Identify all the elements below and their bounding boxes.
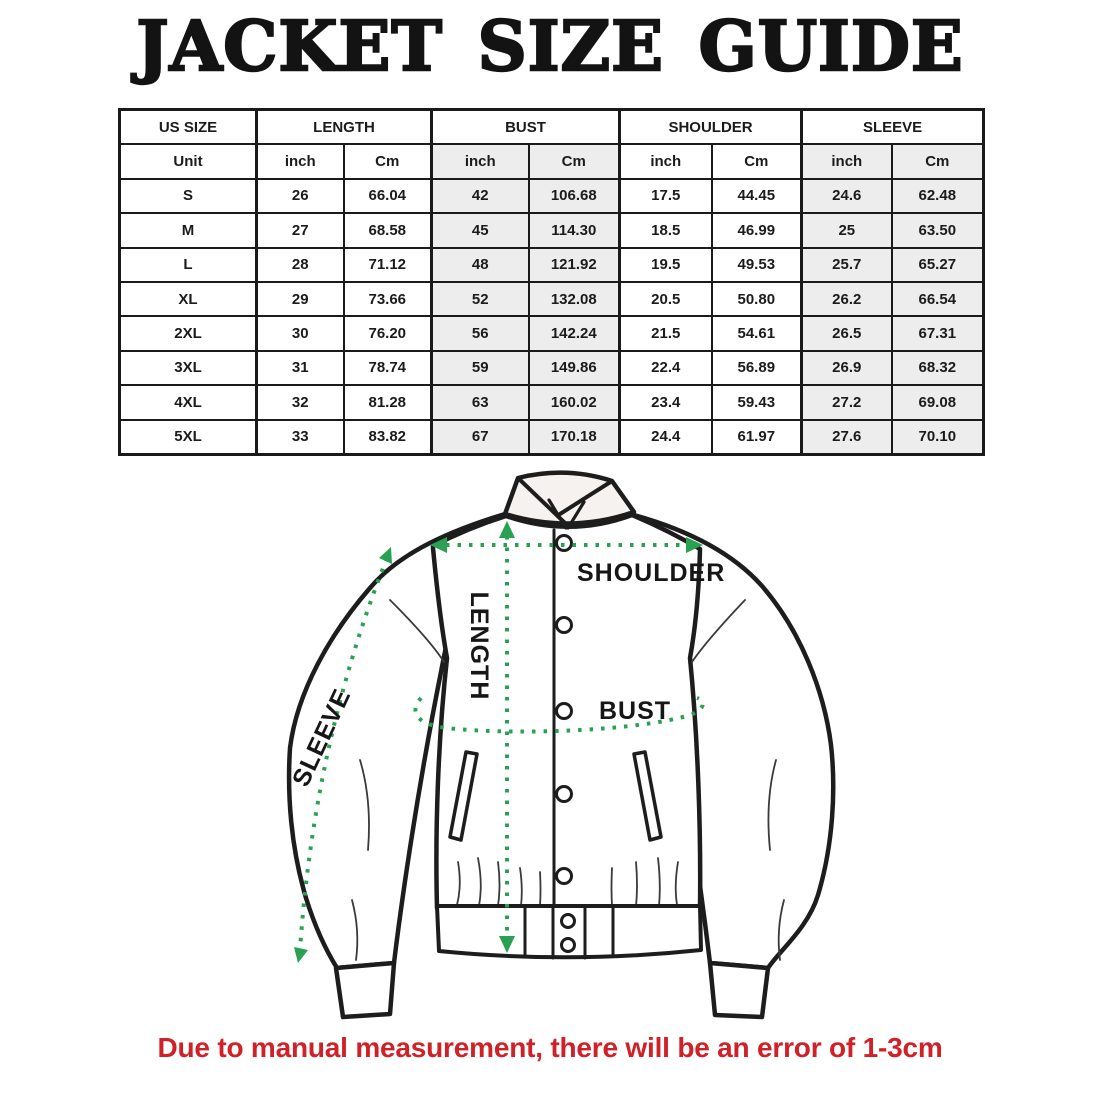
- measurement-cell: 69.08: [892, 385, 984, 419]
- measurement-cell: 66.54: [892, 282, 984, 316]
- measurement-cell: 61.97: [712, 420, 802, 455]
- measurement-cell: 121.92: [529, 248, 620, 282]
- unit-header-cell: inch: [620, 144, 712, 178]
- size-label-cell: L: [120, 248, 257, 282]
- size-label-cell: S: [120, 179, 257, 213]
- measurement-cell: 20.5: [620, 282, 712, 316]
- measurement-cell: 59.43: [712, 385, 802, 419]
- measurement-cell: 59: [432, 351, 529, 385]
- size-label-cell: 2XL: [120, 316, 257, 350]
- measurement-cell: 46.99: [712, 213, 802, 247]
- measurement-cell: 170.18: [529, 420, 620, 455]
- measurement-cell: 17.5: [620, 179, 712, 213]
- measurement-cell: 29: [257, 282, 344, 316]
- column-group-header: LENGTH: [257, 110, 432, 145]
- measurement-cell: 31: [257, 351, 344, 385]
- measurement-cell: 65.27: [892, 248, 984, 282]
- measurement-cell: 67.31: [892, 316, 984, 350]
- measurement-cell: 45: [432, 213, 529, 247]
- sleeve-label: SLEEVE: [286, 684, 357, 791]
- measurement-cell: 67: [432, 420, 529, 455]
- measurement-cell: 27.6: [802, 420, 892, 455]
- measurement-cell: 21.5: [620, 316, 712, 350]
- measurement-cell: 30: [257, 316, 344, 350]
- measurement-cell: 63.50: [892, 213, 984, 247]
- measurement-cell: 50.80: [712, 282, 802, 316]
- measurement-cell: 56: [432, 316, 529, 350]
- measurement-cell: 49.53: [712, 248, 802, 282]
- measurement-cell: 28: [257, 248, 344, 282]
- unit-header-cell: Cm: [892, 144, 984, 178]
- bust-label: BUST: [599, 697, 672, 725]
- measurement-cell: 22.4: [620, 351, 712, 385]
- measurement-cell: 78.74: [344, 351, 432, 385]
- column-group-header: US SIZE: [120, 110, 257, 145]
- measurement-cell: 68.58: [344, 213, 432, 247]
- measurement-cell: 76.20: [344, 316, 432, 350]
- measurement-error-note: Due to manual measurement, there will be an error of 1-3cm: [157, 1032, 943, 1063]
- collar: [505, 473, 634, 524]
- measurement-cell: 73.66: [344, 282, 432, 316]
- measurement-cell: 52: [432, 282, 529, 316]
- page-title: JACKET SIZE GUIDE: [136, 7, 964, 87]
- measurement-cell: 26.5: [802, 316, 892, 350]
- unit-header-cell: inch: [802, 144, 892, 178]
- measurement-cell: 160.02: [529, 385, 620, 419]
- size-label-cell: 5XL: [120, 420, 257, 455]
- column-group-header: SHOULDER: [620, 110, 802, 145]
- measurement-cell: 149.86: [529, 351, 620, 385]
- measurement-cell: 24.4: [620, 420, 712, 455]
- measurement-cell: 26.9: [802, 351, 892, 385]
- measurement-cell: 66.04: [344, 179, 432, 213]
- measurement-cell: 56.89: [712, 351, 802, 385]
- size-label-cell: 3XL: [120, 351, 257, 385]
- measurement-cell: 83.82: [344, 420, 432, 455]
- measurement-cell: 44.45: [712, 179, 802, 213]
- left-cuff: [336, 963, 394, 1017]
- column-group-header: BUST: [432, 110, 620, 145]
- measurement-cell: 132.08: [529, 282, 620, 316]
- measurement-cell: 27.2: [802, 385, 892, 419]
- measurement-cell: 54.61: [712, 316, 802, 350]
- shoulder-label: SHOULDER: [577, 559, 726, 587]
- measurement-cell: 26: [257, 179, 344, 213]
- unit-header-cell: inch: [432, 144, 529, 178]
- measurement-cell: 25.7: [802, 248, 892, 282]
- unit-header-cell: Cm: [712, 144, 802, 178]
- measurement-cell: 81.28: [344, 385, 432, 419]
- length-label: LENGTH: [465, 591, 493, 701]
- measurement-cell: 62.48: [892, 179, 984, 213]
- unit-header-cell: Cm: [344, 144, 432, 178]
- measurement-cell: 42: [432, 179, 529, 213]
- measurement-cell: 71.12: [344, 248, 432, 282]
- measurement-cell: 70.10: [892, 420, 984, 455]
- measurement-cell: 142.24: [529, 316, 620, 350]
- measurement-cell: 33: [257, 420, 344, 455]
- measurement-cell: 114.30: [529, 213, 620, 247]
- size-label-cell: 4XL: [120, 385, 257, 419]
- column-group-header: SLEEVE: [802, 110, 984, 145]
- unit-header-cell: inch: [257, 144, 344, 178]
- right-cuff: [710, 963, 768, 1017]
- measurement-cell: 23.4: [620, 385, 712, 419]
- unit-row-label: Unit: [120, 144, 257, 178]
- unit-header-cell: Cm: [529, 144, 620, 178]
- measurement-cell: 24.6: [802, 179, 892, 213]
- measurement-cell: 68.32: [892, 351, 984, 385]
- measurement-cell: 26.2: [802, 282, 892, 316]
- size-label-cell: XL: [120, 282, 257, 316]
- measurement-cell: 18.5: [620, 213, 712, 247]
- measurement-cell: 106.68: [529, 179, 620, 213]
- measurement-cell: 63: [432, 385, 529, 419]
- measurement-cell: 32: [257, 385, 344, 419]
- measurement-cell: 48: [432, 248, 529, 282]
- size-label-cell: M: [120, 213, 257, 247]
- measurement-cell: 27: [257, 213, 344, 247]
- measurement-cell: 19.5: [620, 248, 712, 282]
- measurement-cell: 25: [802, 213, 892, 247]
